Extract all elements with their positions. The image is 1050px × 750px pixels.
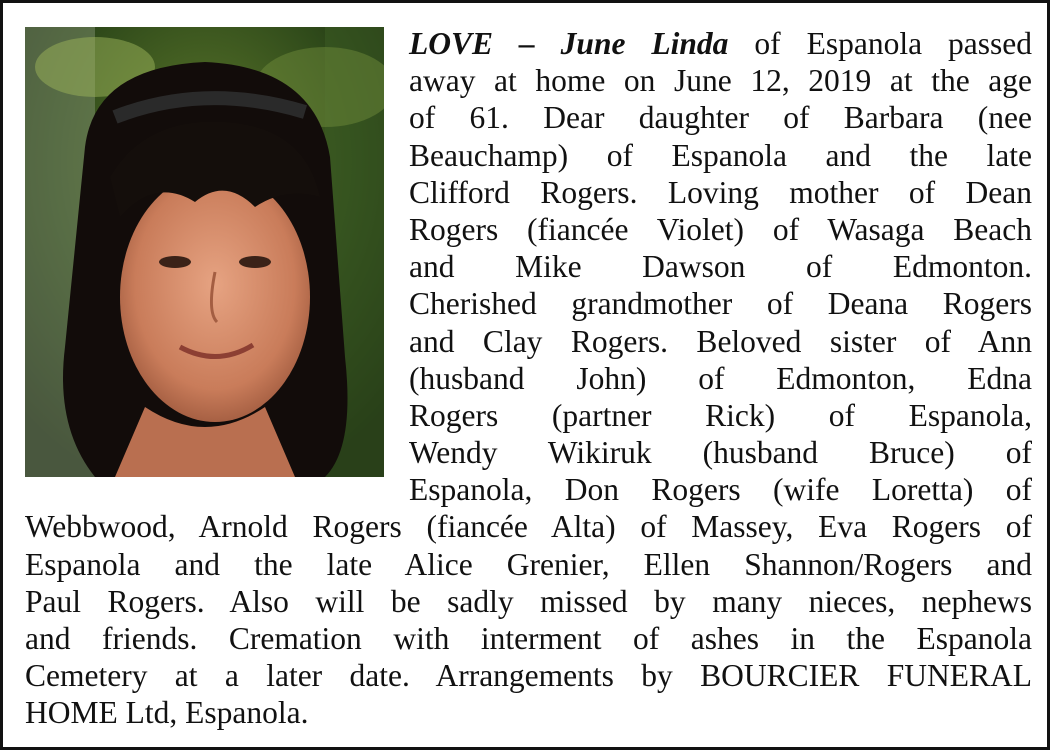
obituary-line: Rogers (fiancée Violet) of Wasaga Beach bbox=[409, 211, 1032, 247]
obituary-line: Webbwood, Arnold Rogers (fiancée Alta) of Massey, Eva Rogers of bbox=[25, 509, 1032, 545]
obituary-line-text: of Espanola passed bbox=[728, 26, 1033, 61]
obituary-line: HOME Ltd, Espanola. bbox=[25, 695, 309, 731]
obituary-line: Cemetery at a later date. Arrangements by BOURCIER FUNERAL bbox=[25, 658, 1032, 694]
obituary-line: Wendy Wikiruk (husband Bruce) of bbox=[409, 435, 1032, 471]
obituary-line: Cherished grandmother of Deana Rogers bbox=[409, 286, 1032, 322]
obituary-line: Paul Rogers. Also will be sadly missed by many nieces, nephews bbox=[25, 583, 1032, 619]
obituary-text bbox=[25, 25, 1032, 732]
obituary-line: Espanola, Don Rogers (wife Loretta) of bbox=[409, 472, 1032, 508]
obituary-line bbox=[409, 25, 1032, 62]
obituary-line: Rogers (partner Rick) of Espanola, bbox=[409, 397, 1032, 433]
obituary-line: and Mike Dawson of Edmonton. bbox=[409, 249, 1032, 285]
deceased-name: LOVE – June Linda bbox=[409, 26, 729, 61]
obituary-line: away at home on June 12, 2019 at the age bbox=[409, 63, 1032, 99]
obituary-line: Beauchamp) of Espanola and the late bbox=[409, 137, 1032, 173]
obituary-line: and friends. Cremation with interment of ashes in the Espanola bbox=[25, 621, 1032, 656]
obituary-line: and Clay Rogers. Beloved sister of Ann bbox=[409, 323, 1032, 359]
obituary-line: (husband John) of Edmonton, Edna bbox=[409, 360, 1032, 396]
obituary-line: Clifford Rogers. Loving mother of Dean bbox=[409, 174, 1032, 210]
obituary-line: of 61. Dear daughter of Barbara (nee bbox=[409, 100, 1032, 136]
obituary-line: Espanola and the late Alice Grenier, Ellen Shannon/Rogers and bbox=[25, 546, 1032, 582]
